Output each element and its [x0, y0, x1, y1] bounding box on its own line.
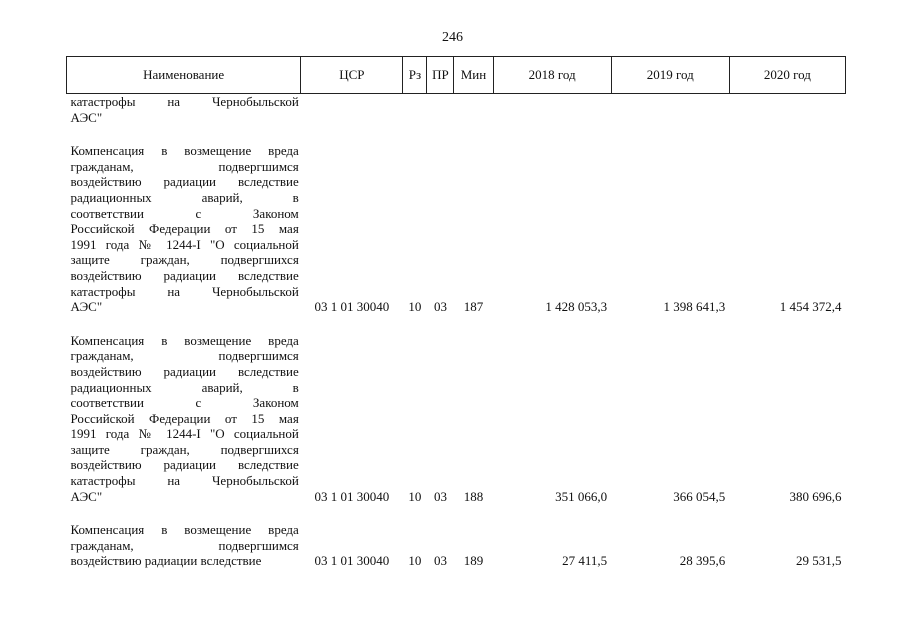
header-pr: ПР: [427, 57, 454, 94]
name-line: воздействию радиации вследствие: [70, 174, 299, 190]
name-line: Компенсация в возмещение вреда: [70, 143, 299, 159]
cell-pr: 03: [433, 488, 447, 504]
name-line: гражданам, подвергшимся: [70, 348, 299, 364]
name-line: 1991 года № 1244-I "О социальной: [70, 426, 299, 442]
cell-pr: 03: [433, 299, 447, 315]
cell-csr: 03 1 01 30040: [314, 299, 390, 315]
name-line: АЭС": [70, 299, 103, 315]
cell-2019: 28 395,6: [679, 553, 726, 569]
table-row: [67, 333, 846, 505]
name-line: воздействию радиации вследствие: [70, 363, 299, 379]
cell-csr: [301, 94, 403, 126]
name-line: Компенсация в возмещение вреда: [70, 522, 299, 538]
cell-rz: 10: [408, 488, 422, 504]
name-line: Российской Федерации от 15 мая: [70, 221, 299, 237]
cell-2018: 27 411,5: [562, 553, 608, 569]
cell-2019: 1 398 641,3: [663, 299, 726, 315]
name-line: гражданам, подвергшимся: [70, 158, 299, 174]
name-line: Российской Федерации от 15 мая: [70, 410, 299, 426]
row-spacer: [67, 504, 846, 522]
name-line: катастрофы на Чернобыльской: [70, 283, 299, 299]
cell-2020: [729, 94, 845, 126]
cell-rz: 10: [408, 553, 422, 569]
cell-name: [67, 143, 301, 315]
header-2019: 2019 год: [611, 57, 729, 94]
table-row: [67, 522, 846, 569]
name-line: защите граждан, подвергшихся: [70, 441, 299, 457]
cell-rz: 10: [408, 299, 422, 315]
header-csr: ЦСР: [301, 57, 403, 94]
cell-2018: 351 066,0: [555, 488, 608, 504]
cell-rz: [403, 94, 427, 126]
header-2018: 2018 год: [493, 57, 611, 94]
cell-csr: 03 1 01 30040: [314, 553, 390, 569]
name-line: Компенсация в возмещение вреда: [70, 332, 299, 348]
cell-min: 188: [463, 488, 484, 504]
row-spacer: [67, 315, 846, 333]
cell-csr: 03 1 01 30040: [314, 488, 390, 504]
name-line: радиационных аварий, в: [70, 189, 299, 205]
cell-name: [67, 333, 301, 505]
cell-min: 189: [463, 553, 484, 569]
name-line: соответствии с Законом: [70, 205, 299, 221]
cell-pr: [427, 94, 454, 126]
header-rz: Рз: [403, 57, 427, 94]
page-number: 246: [442, 30, 463, 45]
cell-2019: [611, 94, 729, 126]
cell-2020: 380 696,6: [789, 488, 842, 504]
name-line: защите граждан, подвергшихся: [70, 252, 299, 268]
table-row: [67, 94, 846, 126]
cell-2018: 1 428 053,3: [545, 299, 608, 315]
cell-2019: 366 054,5: [673, 488, 726, 504]
cell-2020: 1 454 372,4: [779, 299, 842, 315]
cell-name: [67, 94, 301, 126]
row-spacer: [67, 125, 846, 143]
table-row: [67, 143, 846, 315]
cell-name: [67, 522, 301, 569]
name-line: 1991 года № 1244-I "О социальной: [70, 236, 299, 252]
header-min: Мин: [454, 57, 493, 94]
name-line: АЭС": [70, 488, 103, 504]
cell-min: [454, 94, 493, 126]
table-header-row: [67, 57, 846, 94]
name-line: катастрофы на Чернобыльской: [70, 473, 299, 489]
name-line: радиационных аварий, в: [70, 379, 299, 395]
budget-table: [66, 56, 846, 569]
name-line: АЭС": [70, 109, 103, 125]
name-line: гражданам, подвергшимся: [70, 537, 299, 553]
table-body: [67, 94, 846, 570]
cell-2020: 29 531,5: [796, 553, 842, 569]
header-name: Наименование: [67, 57, 301, 94]
cell-min: 187: [463, 299, 484, 315]
name-line: катастрофы на Чернобыльской: [70, 94, 299, 109]
header-2020: 2020 год: [729, 57, 845, 94]
cell-2018: [493, 94, 611, 126]
name-line: воздействию радиации вследствие: [70, 457, 299, 473]
name-line: воздействию радиации вследствие: [70, 553, 262, 569]
name-line: соответствии с Законом: [70, 395, 299, 411]
cell-pr: 03: [433, 553, 447, 569]
name-line: воздействию радиации вследствие: [70, 267, 299, 283]
